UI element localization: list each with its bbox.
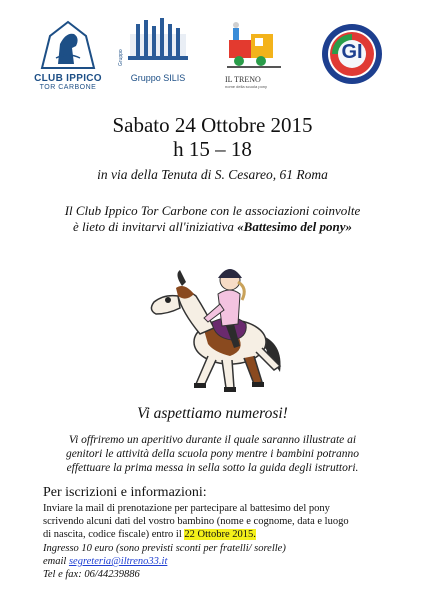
deadline-highlight: 22 Ottobre 2015. [184,529,256,540]
pony-rider-illustration [134,252,294,402]
club-logo-line2: TOR CARBONE [39,84,97,91]
silis-logo-name: Gruppo SILIS [130,73,186,83]
silis-emblem-icon [122,16,194,64]
email-link[interactable]: segreteria@iltreno33.it [68,556,168,567]
entry-fee: Ingresso 10 euro (sono previsti sconti per fratelli/ sorelle) [43,543,286,554]
description-line-3: effettuare la prima messa in sella sotto la guida degli istruttori. [66,462,359,474]
event-time: h 15 – 18 [173,137,252,161]
event-date: Sabato 24 Ottobre 2015 [112,113,313,137]
email-label: email [43,556,69,567]
phone-fax: Tel e fax: 06/44239886 [43,569,140,580]
battesimo-title: «Battesimo del pony» [237,219,353,234]
info-line-2: scrivendo alcuni dati del vostro bambino (nome e cognome, data e luogo [43,516,349,527]
email-line [43,556,167,567]
treno-logo-tagline: nome della scuola pony [225,84,268,89]
train-icon [225,20,283,70]
treno-logo-name: IL TRENO [225,75,261,84]
intro-line-2-text: è lieto di invitarvi all'iniziativa [72,219,238,234]
silis-side-text: Gruppo [118,49,124,66]
gi-logo-letters: GI [341,41,363,63]
horse-head-icon [28,18,108,70]
club-logo-line1: CLUB IPPICO [34,73,102,84]
intro-line-2 [0,219,425,235]
event-address: in via della Tenuta di S. Cesareo, 61 Roma [97,167,328,182]
info-line-1: Inviare la mail di prenotazione per partecipare al battesimo del pony [43,503,330,514]
info-line-3-text: di nascita, codice fiscale) entro il [43,529,185,540]
description-line-2: genitori le attività della scuola pony mentre i bambini potranno [65,448,360,460]
info-heading: Per iscrizioni e informazioni: [43,485,207,500]
silis-logo [118,16,194,86]
gi-logo [318,22,386,86]
il-treno-logo [225,20,283,90]
intro-line-1: Il Club Ippico Tor Carbone con le associazioni coinvolte [64,203,361,218]
info-line-3 [43,529,256,540]
club-ippico-logo [28,18,108,91]
description-line-1: Vi offriremo un aperitivo durante il quale saranno illustrate ai [68,434,357,446]
welcome-text: Vi aspettiamo numerosi! [137,405,288,422]
